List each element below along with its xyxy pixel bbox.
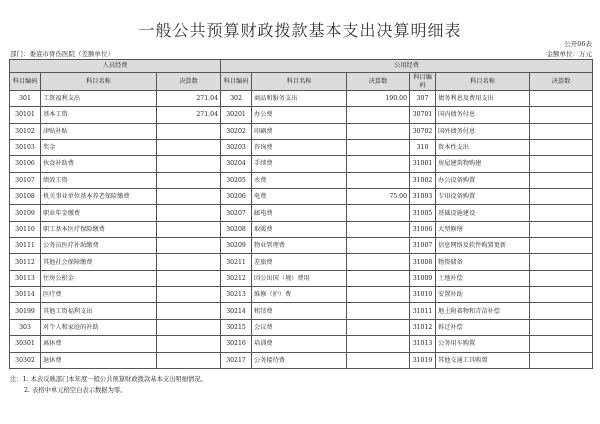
table-cell-name: 津贴补贴 bbox=[41, 123, 157, 139]
table-cell-amount bbox=[530, 254, 593, 270]
table-cell-name: 邮电费 bbox=[252, 205, 347, 221]
table-cell-code: 30206 bbox=[221, 189, 252, 205]
table-row bbox=[10, 270, 593, 286]
notes bbox=[10, 374, 207, 396]
table-cell-code: 30101 bbox=[10, 107, 41, 123]
table-cell-code: 30112 bbox=[10, 254, 41, 270]
table-cell-code: 31001 bbox=[410, 156, 436, 172]
column-header-amount: 决算数 bbox=[347, 73, 410, 91]
table-cell-code: 30216 bbox=[221, 336, 252, 352]
table-cell-code: 31011 bbox=[410, 303, 436, 319]
table-cell-amount bbox=[157, 270, 221, 286]
table-cell-name: 职业年金缴费 bbox=[41, 205, 157, 221]
table-cell-name: 专用设备购置 bbox=[436, 189, 530, 205]
table-cell-code: 30213 bbox=[221, 287, 252, 303]
note-line: 注：1. 本表反映部门本年度一般公共预算财政拨款基本支出明细情况。 bbox=[10, 376, 207, 383]
table-cell-name: 商品和服务支出 bbox=[252, 91, 347, 107]
table-cell-amount bbox=[530, 205, 593, 221]
column-header-code: 科目编码 bbox=[410, 73, 436, 91]
table-cell-amount bbox=[347, 287, 410, 303]
table-cell-name: 其他社会保障缴费 bbox=[41, 254, 157, 270]
table-cell-amount bbox=[347, 254, 410, 270]
table-cell-name: 债务利息及费用支出 bbox=[436, 91, 530, 107]
table-row bbox=[10, 287, 593, 303]
table-cell-amount bbox=[530, 140, 593, 156]
table-cell-code: 30113 bbox=[10, 270, 41, 286]
department-label: 部门：娄底市骨伤医院（差额单位） bbox=[10, 50, 114, 58]
table-cell-name: 基础设施建设 bbox=[436, 205, 530, 221]
table-cell-name: 咨询费 bbox=[252, 140, 347, 156]
table-cell-code: 30217 bbox=[221, 352, 252, 369]
table-cell-amount: 271.04 bbox=[157, 91, 221, 107]
table-cell-name: 基本工资 bbox=[41, 107, 157, 123]
table-cell-code: 30111 bbox=[10, 238, 41, 254]
table-cell-amount bbox=[347, 205, 410, 221]
table-cell-code: 310 bbox=[410, 140, 436, 156]
table-cell-name: 差旅费 bbox=[252, 254, 347, 270]
table-cell-amount bbox=[347, 140, 410, 156]
table-cell-amount bbox=[157, 205, 221, 221]
table-cell-code: 30202 bbox=[221, 123, 252, 139]
table-row bbox=[10, 319, 593, 335]
table-cell-code: 30207 bbox=[221, 205, 252, 221]
table-cell-amount bbox=[157, 287, 221, 303]
table-row bbox=[10, 189, 593, 205]
table-cell-name: 对个人和家庭的补助 bbox=[41, 319, 157, 335]
table-cell-name: 医疗费 bbox=[41, 287, 157, 303]
table-cell-code: 30212 bbox=[221, 270, 252, 286]
table-cell-code: 30701 bbox=[410, 107, 436, 123]
note-line: 2. 表格中单元格空白表示数据为零。 bbox=[24, 387, 127, 394]
page-title: 一般公共预算财政拨款基本支出决算明细表 bbox=[138, 21, 462, 40]
table-cell-code: 31010 bbox=[410, 287, 436, 303]
column-header-name: 科目名称 bbox=[41, 73, 157, 91]
table-cell-amount bbox=[157, 172, 221, 188]
table-row bbox=[10, 254, 593, 270]
table-row bbox=[10, 156, 593, 172]
table-row bbox=[10, 123, 593, 139]
table-cell-name: 工资福利支出 bbox=[41, 91, 157, 107]
table-cell-amount bbox=[530, 221, 593, 237]
table-cell-amount bbox=[157, 238, 221, 254]
table-cell-code: 30203 bbox=[221, 140, 252, 156]
table-cell-amount bbox=[157, 352, 221, 369]
table-cell-code: 30199 bbox=[10, 303, 41, 319]
table-cell-amount bbox=[157, 303, 221, 319]
column-header-code: 科目编码 bbox=[221, 73, 252, 91]
table-cell-code: 30211 bbox=[221, 254, 252, 270]
table-cell-name: 资本性支出 bbox=[436, 140, 530, 156]
table-cell-code: 30205 bbox=[221, 172, 252, 188]
table-cell-name: 安置补助 bbox=[436, 287, 530, 303]
table-cell-amount bbox=[157, 189, 221, 205]
table-cell-amount bbox=[347, 156, 410, 172]
table-cell-code: 30103 bbox=[10, 140, 41, 156]
table-cell-amount bbox=[530, 336, 593, 352]
table-cell-name: 公务接待费 bbox=[252, 352, 347, 369]
table-cell-code: 30102 bbox=[10, 123, 41, 139]
table-cell-code: 30201 bbox=[221, 107, 252, 123]
table-row bbox=[10, 172, 593, 188]
table-cell-code: 31009 bbox=[410, 270, 436, 286]
table-row bbox=[10, 107, 593, 123]
table-cell-code: 31008 bbox=[410, 254, 436, 270]
table-cell-name: 其他交通工具购置 bbox=[436, 352, 530, 369]
table-cell-amount bbox=[157, 319, 221, 335]
table-cell-amount bbox=[347, 123, 410, 139]
table-cell-name: 奖金 bbox=[41, 140, 157, 156]
table-cell-name: 办公设备购置 bbox=[436, 172, 530, 188]
table-cell-amount bbox=[347, 336, 410, 352]
column-header-row bbox=[10, 73, 593, 91]
table-cell-name: 公务员医疗补助缴费 bbox=[41, 238, 157, 254]
table-cell-code: 30107 bbox=[10, 172, 41, 188]
table-cell-amount bbox=[347, 270, 410, 286]
table-cell-name: 地上附着物和青苗补偿 bbox=[436, 303, 530, 319]
table-cell-name: 物业管理费 bbox=[252, 238, 347, 254]
form-number: 公开06表 bbox=[564, 40, 592, 48]
table-cell-name: 租赁费 bbox=[252, 303, 347, 319]
table-cell-name: 水费 bbox=[252, 172, 347, 188]
table-cell-amount bbox=[530, 172, 593, 188]
table-cell-name: 国内债务付息 bbox=[436, 107, 530, 123]
table-cell-name: 其他工资福利支出 bbox=[41, 303, 157, 319]
table-cell-name: 信息网络及软件购置更新 bbox=[436, 238, 530, 254]
table-cell-code: 302 bbox=[221, 91, 252, 107]
table-cell-amount: 271.04 bbox=[157, 107, 221, 123]
table-cell-amount bbox=[530, 238, 593, 254]
table-cell-code: 31019 bbox=[410, 352, 436, 369]
table-cell-code: 30702 bbox=[410, 123, 436, 139]
table-cell-name: 物资储备 bbox=[436, 254, 530, 270]
column-header-code: 科目编码 bbox=[10, 73, 41, 91]
table-cell-amount bbox=[157, 254, 221, 270]
table-cell-code: 30114 bbox=[10, 287, 41, 303]
table-cell-name: 取暖费 bbox=[252, 221, 347, 237]
column-header-name: 科目名称 bbox=[252, 73, 347, 91]
expenditure-table bbox=[9, 59, 593, 369]
table-cell-amount bbox=[347, 172, 410, 188]
table-cell-amount bbox=[530, 156, 593, 172]
column-header-amount: 决算数 bbox=[157, 73, 221, 91]
table-cell-amount bbox=[157, 221, 221, 237]
table-cell-code: 30110 bbox=[10, 221, 41, 237]
table-cell-amount bbox=[347, 107, 410, 123]
table-cell-code: 31005 bbox=[410, 205, 436, 221]
column-header-amount: 决算数 bbox=[530, 73, 593, 91]
table-cell-name: 职工基本医疗保险缴费 bbox=[41, 221, 157, 237]
table-cell-name: 房屋建筑物购建 bbox=[436, 156, 530, 172]
table-cell-name: 办公费 bbox=[252, 107, 347, 123]
table-cell-name: 绩效工资 bbox=[41, 172, 157, 188]
table-cell-code: 31007 bbox=[410, 238, 436, 254]
table-cell-name: 印刷费 bbox=[252, 123, 347, 139]
table-cell-code: 30214 bbox=[221, 303, 252, 319]
table-cell-amount bbox=[530, 91, 593, 107]
table-cell-name: 会议费 bbox=[252, 319, 347, 335]
table-row bbox=[10, 352, 593, 369]
table-cell-amount bbox=[157, 140, 221, 156]
table-cell-code: 301 bbox=[10, 91, 41, 107]
section-public: 公用经费 bbox=[221, 60, 593, 73]
table-cell-code: 30301 bbox=[10, 336, 41, 352]
column-header-name: 科目名称 bbox=[436, 73, 530, 91]
table-cell-name: 维修（护）费 bbox=[252, 287, 347, 303]
section-personnel: 人员经费 bbox=[10, 60, 221, 73]
table-row bbox=[10, 140, 593, 156]
table-cell-code: 30209 bbox=[221, 238, 252, 254]
table-cell-name: 国外债务付息 bbox=[436, 123, 530, 139]
table-cell-name: 退休费 bbox=[41, 352, 157, 369]
table-cell-amount bbox=[157, 123, 221, 139]
table-cell-amount bbox=[530, 319, 593, 335]
table-cell-amount bbox=[347, 319, 410, 335]
table-row bbox=[10, 205, 593, 221]
table-cell-code: 30302 bbox=[10, 352, 41, 369]
table-cell-code: 30215 bbox=[221, 319, 252, 335]
amount-unit-label: 金额单位：万元 bbox=[546, 50, 592, 58]
table-cell-name: 公务用车购置 bbox=[436, 336, 530, 352]
table-cell-name: 电费 bbox=[252, 189, 347, 205]
table-cell-code: 30109 bbox=[10, 205, 41, 221]
table-cell-amount bbox=[530, 303, 593, 319]
table-cell-amount bbox=[530, 123, 593, 139]
table-cell-code: 31003 bbox=[410, 189, 436, 205]
table-cell-name: 大型修缮 bbox=[436, 221, 530, 237]
table-cell-name: 住房公积金 bbox=[41, 270, 157, 286]
table-cell-code: 307 bbox=[410, 91, 436, 107]
table-row bbox=[10, 336, 593, 352]
table-cell-amount bbox=[530, 287, 593, 303]
table-cell-name: 培训费 bbox=[252, 336, 347, 352]
table-cell-code: 31012 bbox=[410, 319, 436, 335]
table-cell-code: 31006 bbox=[410, 221, 436, 237]
table-cell-amount bbox=[347, 352, 410, 369]
table-row bbox=[10, 221, 593, 237]
section-header-row bbox=[10, 60, 593, 73]
table-cell-amount bbox=[347, 303, 410, 319]
table-cell-amount bbox=[347, 238, 410, 254]
table-cell-code: 30204 bbox=[221, 156, 252, 172]
table-cell-name: 手续费 bbox=[252, 156, 347, 172]
table-row bbox=[10, 91, 593, 107]
table-cell-code: 31013 bbox=[410, 336, 436, 352]
table-cell-code: 30208 bbox=[221, 221, 252, 237]
table-cell-amount: 190.00 bbox=[347, 91, 410, 107]
table-cell-amount bbox=[530, 189, 593, 205]
table-cell-amount bbox=[530, 107, 593, 123]
table-cell-name: 因公出国（境）费用 bbox=[252, 270, 347, 286]
table-cell-amount bbox=[157, 336, 221, 352]
table-cell-name: 伙食补助费 bbox=[41, 156, 157, 172]
table-cell-amount bbox=[157, 156, 221, 172]
table-cell-amount bbox=[530, 352, 593, 369]
table-cell-amount: 75.00 bbox=[347, 189, 410, 205]
table-row bbox=[10, 238, 593, 254]
table-cell-name: 土地补偿 bbox=[436, 270, 530, 286]
table-cell-amount bbox=[530, 270, 593, 286]
table-cell-name: 机关事业单位基本养老保险缴费 bbox=[41, 189, 157, 205]
table-cell-code: 30108 bbox=[10, 189, 41, 205]
table-cell-name: 拆迁补偿 bbox=[436, 319, 530, 335]
table-cell-code: 303 bbox=[10, 319, 41, 335]
table-cell-code: 30106 bbox=[10, 156, 41, 172]
table-cell-code: 31002 bbox=[410, 172, 436, 188]
table-cell-amount bbox=[347, 221, 410, 237]
table-row bbox=[10, 303, 593, 319]
table-cell-name: 离休费 bbox=[41, 336, 157, 352]
